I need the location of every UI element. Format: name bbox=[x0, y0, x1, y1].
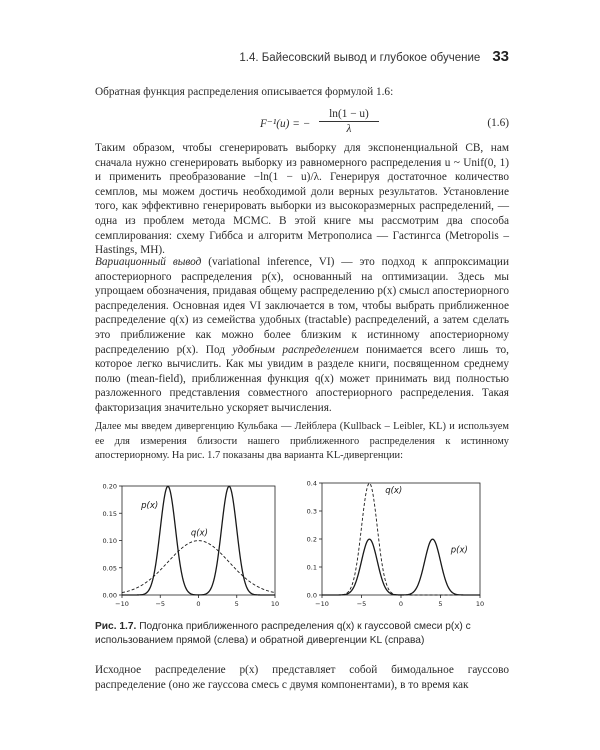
formula-number: (1.6) bbox=[487, 117, 509, 129]
figure-1-7 bbox=[0, 478, 600, 613]
term-tractable: удобным распределением bbox=[232, 343, 359, 356]
paragraph-kl: Далее мы введем дивергенцию Кульбака — Лейблера (Kullback – Leibler, KL) и используем ее для измерения близости нашего приближенного распределения к истинному апостериорному. На рис. 1.7 показаны два варианта KL-дивергенции: bbox=[95, 421, 509, 462]
panel1-ytick-label: 0.10 bbox=[102, 537, 117, 545]
panel2-xtick-label: 5 bbox=[438, 600, 443, 608]
panel2-series-q bbox=[322, 483, 480, 595]
page-number: 33 bbox=[492, 48, 509, 65]
panel2-ytick-label: 0.0 bbox=[306, 591, 317, 600]
panel1-ytick-label: 0.20 bbox=[102, 482, 117, 491]
term-variational: Вариационный вывод bbox=[95, 256, 202, 268]
formula-denominator: λ bbox=[346, 123, 352, 135]
running-head bbox=[95, 48, 509, 65]
panel2-xtick-label: −10 bbox=[315, 600, 329, 608]
paragraph-intro-formula: Обратная функция распределения описывается формулой 1.6: bbox=[95, 86, 394, 98]
panel1-xtick-label: −10 bbox=[115, 600, 129, 608]
paragraph-variational: Вариационный вывод (variational inference, VI) — это подход к аппроксимации апостериорного распределения p(x), основанный на оптимизации. Здесь мы упрощаем обозначения, придавая общему распределению p(x) смысл апостериорного распределения. Основная идея VI заключается в том, чтобы выбрать приближенное распределение q(x) из семейства удобных (tractable) распределений, а затем сделать это приближение как можно более близким к истинному апостериорному распределению p(x). Под удобным распределением понимается всего лишь то, которое легко вычислить. Как мы увидим в разделе книги, посвященном среднему полю (mean-field), приближенная функция q(x) может принимать вид полностью разложенного представления совместного апостериорного распределения. Такая факторизация значительно ускоряет вычисления. bbox=[95, 256, 509, 414]
panel2-ytick-label: 0.1 bbox=[306, 563, 317, 572]
formula-fraction bbox=[319, 108, 379, 135]
panel2-xtick-label: 10 bbox=[475, 600, 485, 608]
panel1-xtick-label: −5 bbox=[155, 600, 166, 608]
panel1-label-p: p(x) bbox=[141, 500, 159, 511]
panel1-xtick-label: 0 bbox=[196, 600, 201, 608]
panel1-ytick-label: 0.05 bbox=[102, 564, 117, 573]
panel1-ytick-label: 0.00 bbox=[102, 591, 117, 600]
panel1-label-q: q(x) bbox=[190, 528, 208, 539]
paragraph-sampling: Таким образом, чтобы сгенерировать выборку для экспоненциальной СВ, нам сначала нужно сгенерировать выборку из равномерного распределения u ~ Unif(0, 1) и применить преобразование −ln(1 − u)/λ. Генерируя достаточное количество семплов, мы можем достичь необходимой доли верных результатов. Установление того, как эффективно генерировать выборки из высокоразмерных распределений, — одна из проблем метода MCMC. В этой книге мы рассмотрим два способа семплирования: схему Гиббса и алгоритм Метрополиса — Гастингса (Metropolis – Hastings, MH). bbox=[95, 142, 509, 257]
caption-label: Рис. 1.7. bbox=[95, 621, 137, 632]
panel2-xtick-label: 0 bbox=[398, 600, 404, 608]
panel2-label-p: p(x) bbox=[450, 545, 468, 556]
panel2-ytick-label: 0.4 bbox=[306, 479, 317, 488]
panel1-ytick-label: 0.15 bbox=[102, 509, 117, 518]
formula-numerator: ln(1 − u) bbox=[319, 108, 379, 122]
panel1-series-q bbox=[122, 541, 275, 593]
panel2-ytick-label: 0.3 bbox=[306, 507, 317, 516]
formula-lhs: F⁻¹(u) = − bbox=[260, 118, 311, 130]
formula-1-6 bbox=[95, 108, 509, 138]
paragraph-closing: Исходное распределение p(x) представляет собой бимодальное гауссово распределение (оно же гауссова смесь с двумя компонентами), в то время как bbox=[95, 664, 509, 691]
panel2-xtick-label: −5 bbox=[356, 600, 367, 608]
figure-caption: Рис. 1.7. Подгонка приближенного распределения q(x) к гауссовой смеси p(x) с использованием прямой (слева) и обратной дивергенции KL (справа) bbox=[95, 621, 471, 646]
panel2-axes-frame bbox=[322, 483, 480, 595]
section-title: 1.4. Байесовский вывод и глубокое обучение bbox=[239, 52, 481, 64]
panel2-label-q: q(x) bbox=[385, 485, 403, 496]
panel1-xtick-label: 10 bbox=[270, 600, 280, 608]
panel1-xtick-label: 5 bbox=[234, 600, 239, 608]
panel2-ytick-label: 0.2 bbox=[306, 535, 317, 544]
